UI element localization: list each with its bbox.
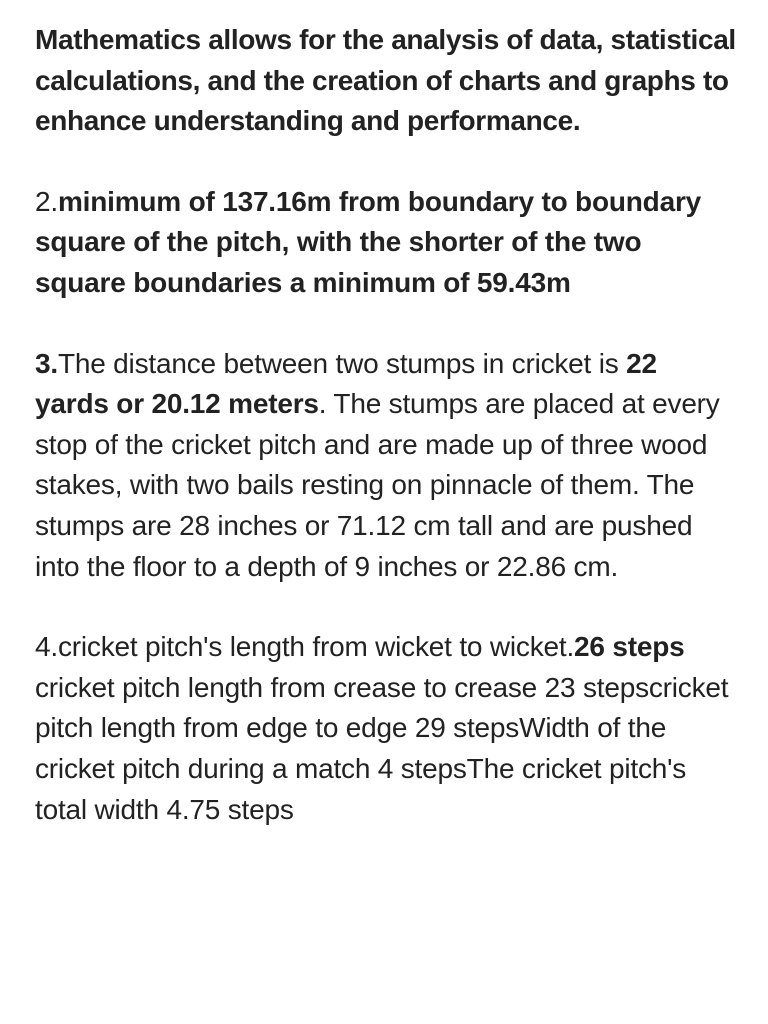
- pitch-steps-highlight: 26 steps: [574, 631, 685, 663]
- paragraph-mathematics: [35, 20, 738, 142]
- stumps-distance-highlight: 22 yards or 20.12 meters: [35, 347, 657, 420]
- pitch-text-detail: cricket pitch length from crease to crease 23 stepscricket pitch length from edge to edge 29 stepsWidth of the cricket pitch during a match 4 stepsThe cricket pitch's total width 4.75 steps: [35, 671, 729, 825]
- paragraph-stumps: [35, 344, 738, 588]
- paragraph-number: 3.: [35, 347, 58, 379]
- boundary-text: minimum of 137.16m from boundary to boundary square of the pitch, with the shorter of the two square boundaries a minimum of 59.43m: [35, 185, 702, 298]
- stumps-text-intro: The distance between two stumps in cricket is: [57, 347, 627, 379]
- paragraph-boundary: [35, 182, 738, 304]
- paragraph-number: 2.: [35, 185, 58, 217]
- paragraph-pitch-length: [35, 627, 738, 830]
- stumps-text-detail: . The stumps are placed at every stop of the cricket pitch and are made up of three wood stakes, with two bails resting on pinnacle of them. The stumps are 28 inches or 71.12 cm tall and are pushed into the floor to a depth of 9 inches or 22.86 cm.: [35, 388, 720, 582]
- mathematics-text: Mathematics allows for the analysis of data, statistical calculations, and the creation of charts and graphs to enhance understanding and performance.: [35, 24, 736, 137]
- pitch-text-intro: 4.cricket pitch's length from wicket to wicket.: [35, 631, 575, 663]
